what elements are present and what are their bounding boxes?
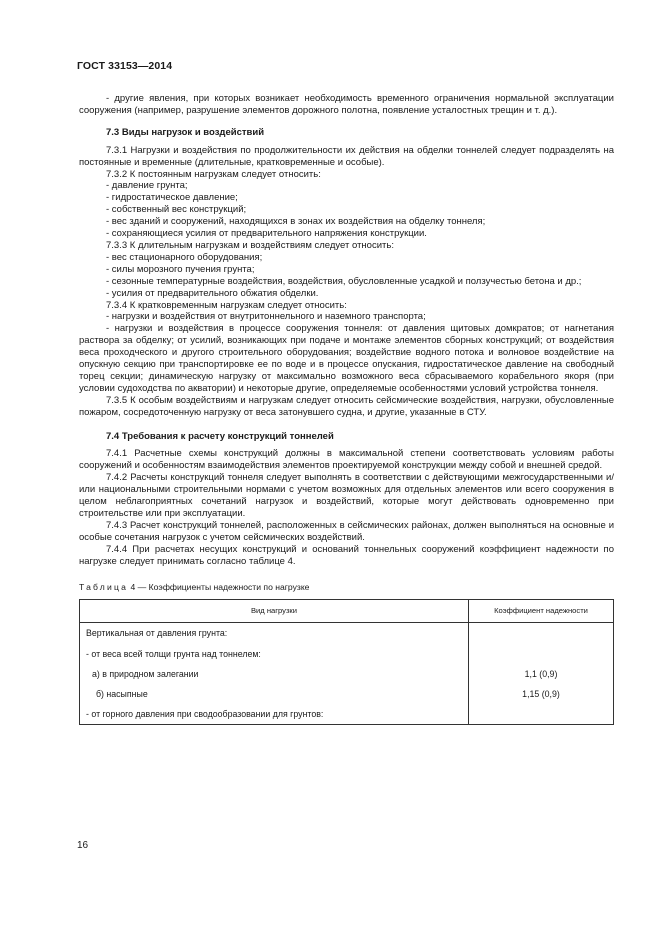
document-body [79, 93, 614, 725]
page-number: 16 [77, 840, 89, 851]
list-item: - сохраняющиеся усилия от предварительного напряжения конструкции. [106, 228, 427, 240]
table-row-value [469, 644, 613, 664]
table-caption-text: 4 — Коэффициенты надежности по нагрузке [128, 581, 310, 592]
table-cell-factors [469, 623, 614, 725]
table-caption [79, 582, 614, 594]
paragraph-7-4-3: 7.4.3 Расчет конструкций тоннелей, расположенных в сейсмических районах, должен выполняться на основные и особые сочетания нагрузок с учетом сейсмических воздействий. [79, 519, 614, 543]
list-item: - нагрузки и воздействия в процессе сооружения тоннеля: от давления щитовых домкратов; от нагнетания раствора за обделку; от усилий, возникающих при подаче и монтаже элементов сборных конструкций; от воздействия веса проходческого и другого строительного оборудования; воздействие водного потока и волновое воздействие на опускную секцию при транспортировке ее по воде и в процессе опускания, гидростатическое давление на свободный торец секции; динамическую нагрузку от максимально возможного веса сбрасываемого корабельного якоря (при условии судоходства по акватории) и некоторые другие, определяемые особенностями условий устройства тоннеля. [79, 323, 614, 394]
table-row-label: - от горного давления при сводообразовании для грунтов: [86, 709, 324, 720]
list-item: - вес зданий и сооружений, находящихся в зонах их воздействия на обделку тоннеля; [106, 216, 486, 228]
paragraph-7-4-1: 7.4.1 Расчетные схемы конструкций должны в максимальной степени соответствовать условиям работы сооружений и особенностям взаимодействия элементов проектируемой конструкции между собой и внешней средой. [79, 448, 614, 472]
table-row-value: 1,1 (0,9) [524, 668, 558, 679]
table-cell-load-types [80, 623, 469, 725]
load-factor-table [79, 599, 614, 725]
paragraph-7-3-3: 7.3.3 К длительным нагрузкам и воздействиям следует относить: [106, 239, 394, 251]
table-row-label: б) насыпные [96, 689, 148, 699]
table-row-value: 1,15 (0,9) [522, 689, 560, 699]
list-item: - сезонные температурные воздействия, воздействия, обусловленные усадкой и ползучестью бетона и др.; [106, 275, 582, 287]
list-item: - давление грунта; [106, 180, 188, 192]
table-row-label: а) в природном залегании [92, 668, 199, 679]
list-item: - гидростатическое давление; [106, 192, 238, 204]
column-header-factor: Коэффициент надежности [469, 600, 614, 623]
list-item: - усилия от предварительного обжатия обделки. [106, 287, 319, 299]
table-row-label: - от веса всей толщи грунта над тоннелем: [86, 648, 261, 659]
list-item: - силы морозного пучения грунта; [106, 263, 255, 275]
table-header-row [80, 600, 614, 623]
section-heading-7-3: 7.3 Виды нагрузок и воздействий [106, 126, 265, 138]
list-item: - собственный вес конструкций; [106, 204, 247, 216]
paragraph-7-4-2: 7.4.2 Расчеты конструкций тоннеля следует выполнять в соответствии с действующими межгосударственными и/или национальными строительными нормами с учетом возможных для отдельных элементов или всего сооружения в целом неблагоприятных сочетаний нагрузок и воздействий, которые могут действовать одновременно при строительстве или при эксплуатации. [79, 472, 614, 519]
column-header-load-type: Вид нагрузки [80, 600, 469, 623]
table-row-value [469, 623, 613, 643]
paragraph-7-3-5: 7.3.5 К особым воздействиям и нагрузкам следует относить сейсмические воздействия, нагрузки, обусловленные пожаром, сосредоточенную нагрузку от веса затонувшего судна, и другие, указанные в СТУ. [79, 394, 614, 418]
table-caption-word: Таблица [79, 581, 129, 592]
paragraph-7-3-2: 7.3.2 К постоянным нагрузкам следует относить: [106, 168, 321, 180]
document-header: ГОСТ 33153—2014 [77, 60, 173, 72]
paragraph-intro: - другие явления, при которых возникает необходимость временного ограничения нормальной эксплуатации сооружения (например, разрушение элементов дорожного полотна, появление усталостных трещин и т. д.). [79, 93, 614, 116]
paragraph-7-3-4: 7.3.4 К кратковременным нагрузкам следует относить: [106, 299, 347, 311]
paragraph-7-3-1: 7.3.1 Нагрузки и воздействия по продолжительности их действия на обделки тоннелей следует подразделять на постоянные и временные (длительные, кратковременные и особые). [79, 144, 614, 168]
paragraph-7-4-4: 7.4.4 При расчетах несущих конструкций и оснований тоннельных сооружений коэффициент надежности по нагрузке следует принимать согласно таблице 4. [79, 543, 614, 567]
section-heading-7-4: 7.4 Требования к расчету конструкций тоннелей [106, 430, 334, 442]
list-item: - нагрузки и воздействия от внутритоннельного и наземного транспорта; [106, 311, 426, 323]
table-body-row [80, 623, 614, 725]
table-row-value [469, 704, 613, 724]
table-row-label: Вертикальная от давления грунта: [86, 628, 228, 639]
list-item: - вес стационарного оборудования; [106, 251, 263, 263]
